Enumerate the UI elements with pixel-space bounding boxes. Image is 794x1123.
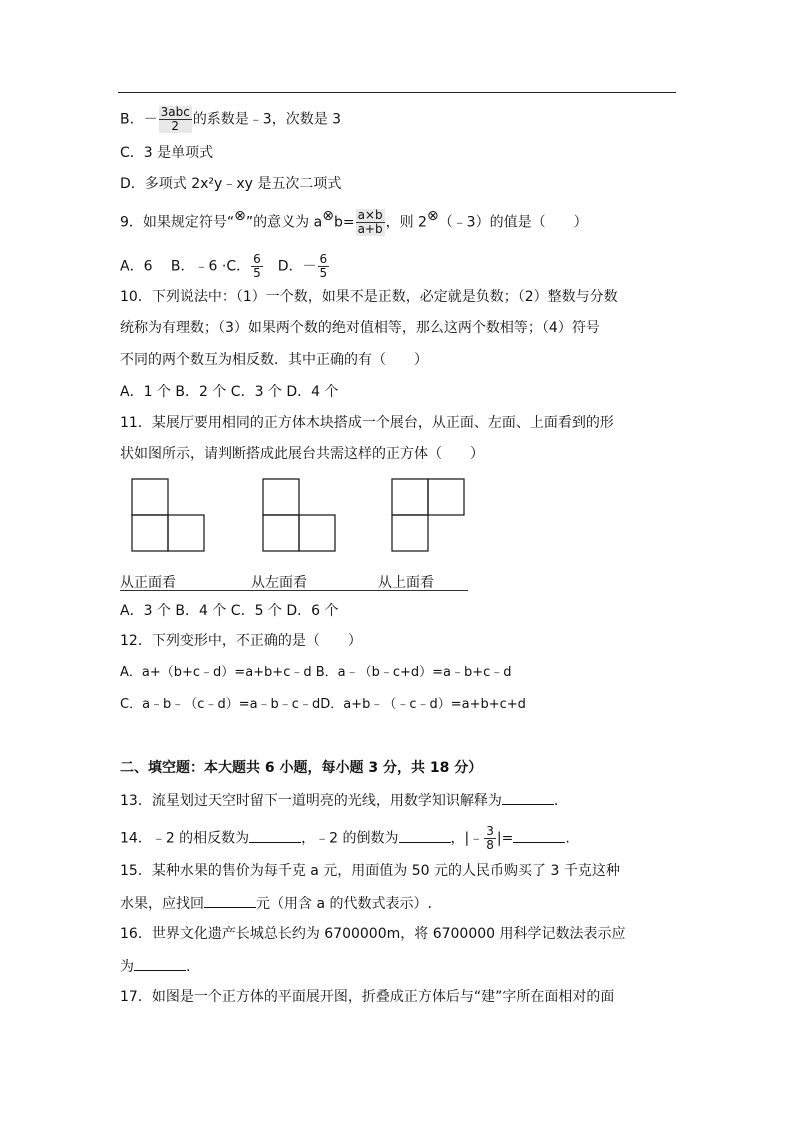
q9-opt-c-num: 6 xyxy=(253,252,261,266)
q8-b-frac-den: 2 xyxy=(171,119,180,133)
q9-opt-prefix: A．6 B．﹣6 ·C． xyxy=(120,258,251,275)
q15-answer-blank[interactable] xyxy=(204,893,256,908)
left-view-squares xyxy=(263,479,335,551)
q14-text-c: ，|﹣ xyxy=(450,830,484,847)
q14-fraction xyxy=(484,825,496,852)
q9-stem xyxy=(120,209,588,236)
q12-options-cd: C．a﹣b﹣（c﹣d）=a﹣b﹣c﹣dD．a+b﹣（﹣c﹣d）=a+b+c+d xyxy=(120,697,526,712)
q17-line-1: 17．如图是一个正方体的平面展开图，折叠成正方体后与“建”字所在面相对的面 xyxy=(120,989,615,1005)
q10-line-2: 统称为有理数；（3）如果两个数的绝对值相等，那么这两个数相等；（4）符号 xyxy=(120,320,600,336)
q8-option-b xyxy=(120,106,341,133)
q9-opt-d-den: 5 xyxy=(319,266,328,280)
q13-text: 13．流星划过天空时留下一道明亮的光线，用数学知识解释为 xyxy=(120,793,502,809)
caption-front-view: 从正面看 xyxy=(120,575,176,591)
q8-b-frac-num: 3abc xyxy=(160,105,190,119)
q8-option-c: C．3 是单项式 xyxy=(120,145,214,161)
q14-text-a: 14．﹣2 的相反数为 xyxy=(120,830,250,847)
q8-b-prefix: B．－ xyxy=(120,111,158,128)
q16-text-a: 为 xyxy=(120,959,134,975)
q15-line-2 xyxy=(120,893,432,914)
otimes-icon: ⊗ xyxy=(426,207,439,224)
q9-frac-num: a×b xyxy=(357,208,383,222)
q9-options xyxy=(120,253,330,280)
front-view-squares xyxy=(132,479,204,551)
q13-answer-blank[interactable] xyxy=(502,790,554,805)
otimes-icon: ⊗ xyxy=(234,207,246,224)
q12-options-ab: A．a+（b+c﹣d）=a+b+c﹣d B．a﹣（b﹣c+d）=a﹣b+c﹣d xyxy=(120,665,512,680)
q9-stem-a: 9．如果规定符号“ xyxy=(120,214,235,231)
q9-stem-c: b= xyxy=(333,214,355,231)
q14-blank-1[interactable] xyxy=(249,828,301,843)
header-rule xyxy=(118,92,676,93)
q11-line-1: 11．某展厅要用相同的正方体木块搭成一个展台，从正面、左面、上面看到的形 xyxy=(120,415,614,431)
q11-options: A．3 个 B．4 个 C．5 个 D．6 个 xyxy=(120,603,339,619)
q9-opt-d-num: 6 xyxy=(319,252,328,266)
q14 xyxy=(120,825,570,852)
q9-opt-c-fraction xyxy=(251,253,263,280)
q15-line-1: 15．某种水果的售价为每千克 a 元，用面值为 50 元的人民币购买了 3 千克这种 xyxy=(120,863,620,879)
q8-b-fraction xyxy=(159,106,192,133)
q9-stem-d: ，则 2 xyxy=(385,214,427,231)
q8-b-suffix: 的系数是﹣3，次数是 3 xyxy=(192,111,342,128)
q9-opt-d-fraction xyxy=(318,253,330,280)
q9-stem-e: （﹣3）的值是（ ） xyxy=(438,214,588,231)
q9-stem-b: ”的意义为 a xyxy=(245,214,323,231)
q8-option-d: D．多项式 2x²y﹣xy 是五次二项式 xyxy=(120,176,342,192)
q10-line-1: 10．下列说法中：（1）一个数，如果不是正数，必定就是负数；（2）整数与分数 xyxy=(120,289,618,305)
q16-line-1: 16．世界文化遗产长城总长约为 6700000m，将 6700000 用科学记数法表示应 xyxy=(120,926,626,942)
q14-frac-num: 3 xyxy=(486,824,494,838)
q9-opt-d-prefix: D．－ xyxy=(277,258,317,275)
caption-left-view: 从左面看 xyxy=(251,575,307,591)
q16-end: . xyxy=(186,959,191,975)
caption-top-view: 从上面看 xyxy=(378,575,434,591)
q13-end: . xyxy=(553,793,559,809)
q14-frac-den: 8 xyxy=(486,838,494,852)
q15-text-a: 水果，应找回 xyxy=(120,896,204,912)
q16-answer-blank[interactable] xyxy=(134,956,186,971)
q9-fraction xyxy=(356,209,385,236)
top-view-squares xyxy=(392,479,464,551)
q14-text-d: |= xyxy=(496,830,514,847)
q14-blank-3[interactable] xyxy=(513,828,565,843)
q10-options: A．1 个 B．2 个 C．3 个 D．4 个 xyxy=(120,384,339,400)
q16-line-2 xyxy=(120,956,190,977)
q9-frac-den: a+b xyxy=(357,222,383,236)
q9-opt-c-den: 5 xyxy=(253,266,261,280)
q10-line-3: 不同的两个数互为相反数．其中正确的有（ ） xyxy=(120,352,428,368)
q13 xyxy=(120,790,558,811)
q14-blank-2[interactable] xyxy=(399,828,451,843)
q14-end: . xyxy=(565,830,570,847)
q15-text-b: 元（用含 a 的代数式表示）. xyxy=(256,896,432,912)
q11-line-2: 状如图所示，请判断搭成此展台共需这样的正方体（ ） xyxy=(120,446,484,462)
q12-stem: 12．下列变形中，不正确的是（ ） xyxy=(120,633,362,649)
q14-text-b: ，﹣2 的倒数为 xyxy=(301,830,399,847)
section-2-title: 二、填空题：本大题共 6 小题，每小题 3 分，共 18 分） xyxy=(120,760,483,776)
otimes-icon: ⊗ xyxy=(322,207,334,224)
